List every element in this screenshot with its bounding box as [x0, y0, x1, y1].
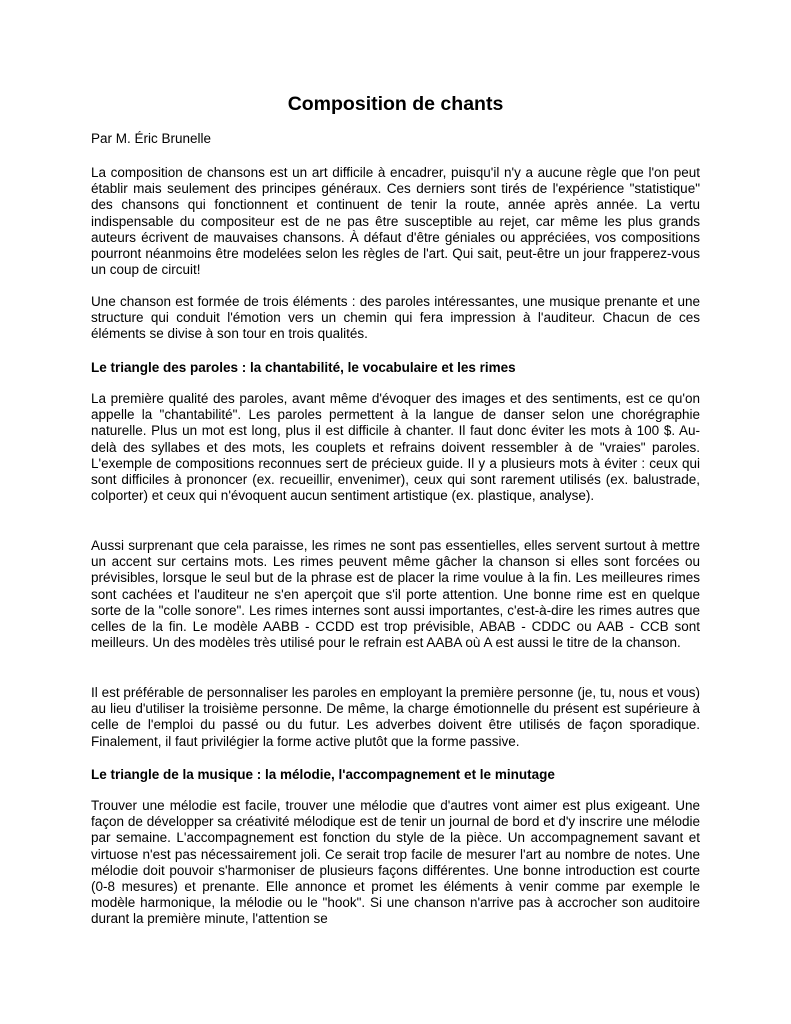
paragraph-melodie: Trouver une mélodie est facile, trouver une mélodie que d'autres vont aimer est plus exigeant. Une façon de développer sa créativité mélodique est de tenir un journal de bord et d'y inscrire une mélodie par semaine. L'accompagnement est fonction du style de la pièce. Un accompagnement savant et virtuose n'est pas nécessairement joli. Ce serait trop facile de mesurer l'art au nombre de notes. Une mélodie doit pouvoir s'harmoniser de plusieurs façons différentes. Une bonne introduction est courte (0-8 mesures) et prenante. Elle annonce et promet les éléments à venir comme par exemple le modèle harmonique, la mélodie ou le "hook". Si une chanson n'arrive pas à accrocher son auditoire durant la première minute, l'attention se: [91, 798, 700, 927]
section-heading-musique: Le triangle de la musique : la mélodie, l'accompagnement et le minutage: [91, 767, 555, 782]
section-heading-paroles: Le triangle des paroles : la chantabilité, le vocabulaire et les rimes: [91, 360, 516, 375]
paragraph-intro: La composition de chansons est un art difficile à encadrer, puisqu'il n'y a aucune règle que l'on peut établir mais seulement des principes généraux. Ces derniers sont tirés de l'expérience "statistique" des chansons qui fonctionnent et continuent de tenir la route, année après année. La vertu indispensable du compositeur est de ne pas être susceptible au rejet, car même les plus grands auteurs écrivent de mauvaises chansons. À défaut d'être géniales ou appréciées, vos compositions pourront néanmoins être modelées selon les règles de l'art. Qui sait, peut-être un jour frapperez-vous un coup de circuit!: [91, 165, 700, 278]
paragraph-rimes: Aussi surprenant que cela paraisse, les rimes ne sont pas essentielles, elles servent surtout à mettre un accent sur certains mots. Les rimes peuvent même gâcher la chanson si elles sont forcées ou prévisibles, lorsque le seul but de la phrase est de placer la rime voulue à la fin. Les meilleures rimes sont cachées et l'auditeur ne s'en aperçoit que s'il porte attention. Une bonne rime est en quelque sorte de la "colle sonore". Les rimes internes sont aussi importantes, c'est-à-dire les rimes autres que celles de la fin. Le modèle AABB - CCDD est trop prévisible, ABAB - CDDC ou AAB - CCB sont meilleurs. Un des modèles très utilisé pour le refrain est AABA où A est aussi le titre de la chanson.: [91, 538, 700, 651]
paragraph-elements: Une chanson est formée de trois éléments : des paroles intéressantes, une musique prenante et une structure qui conduit l'émotion vers un chemin qui fera impression à l'auditeur. Chacun de ces éléments se divise à son tour en trois qualités.: [91, 294, 700, 342]
paragraph-chantabilite: La première qualité des paroles, avant même d'évoquer des images et des sentiments, est ce qu'on appelle la "chantabilité". Les paroles permettent à la langue de danser selon une chorégraphie naturelle. Plus un mot est long, plus il est difficile à chanter. Il faut donc éviter les mots à 100 $. Au-delà des syllabes et des mots, les couplets et refrains doivent ressembler à de "vraies" paroles. L'exemple de compositions reconnues sert de précieux guide. Il y a plusieurs mots à éviter : ceux qui sont difficiles à prononcer (ex. recueillir, envenimer), ceux qui sont rarement utilisés (ex. balustrade, colporter) et ceux qui n'évoquent aucun sentiment artistique (ex. plastique, analyse).: [91, 391, 700, 504]
author-line: Par M. Éric Brunelle: [91, 131, 212, 146]
document-title: Composition de chants: [287, 93, 504, 115]
paragraph-personnaliser: Il est préférable de personnaliser les paroles en employant la première personne (je, tu, nous et vous) au lieu d'utiliser la troisième personne. De même, la charge émotionnelle du présent est supérieure à celle de l'emploi du passé ou du futur. Les adverbes doivent être utilisés de façon sporadique. Finalement, il faut privilégier la forme active plutôt que la forme passive.: [91, 685, 700, 749]
